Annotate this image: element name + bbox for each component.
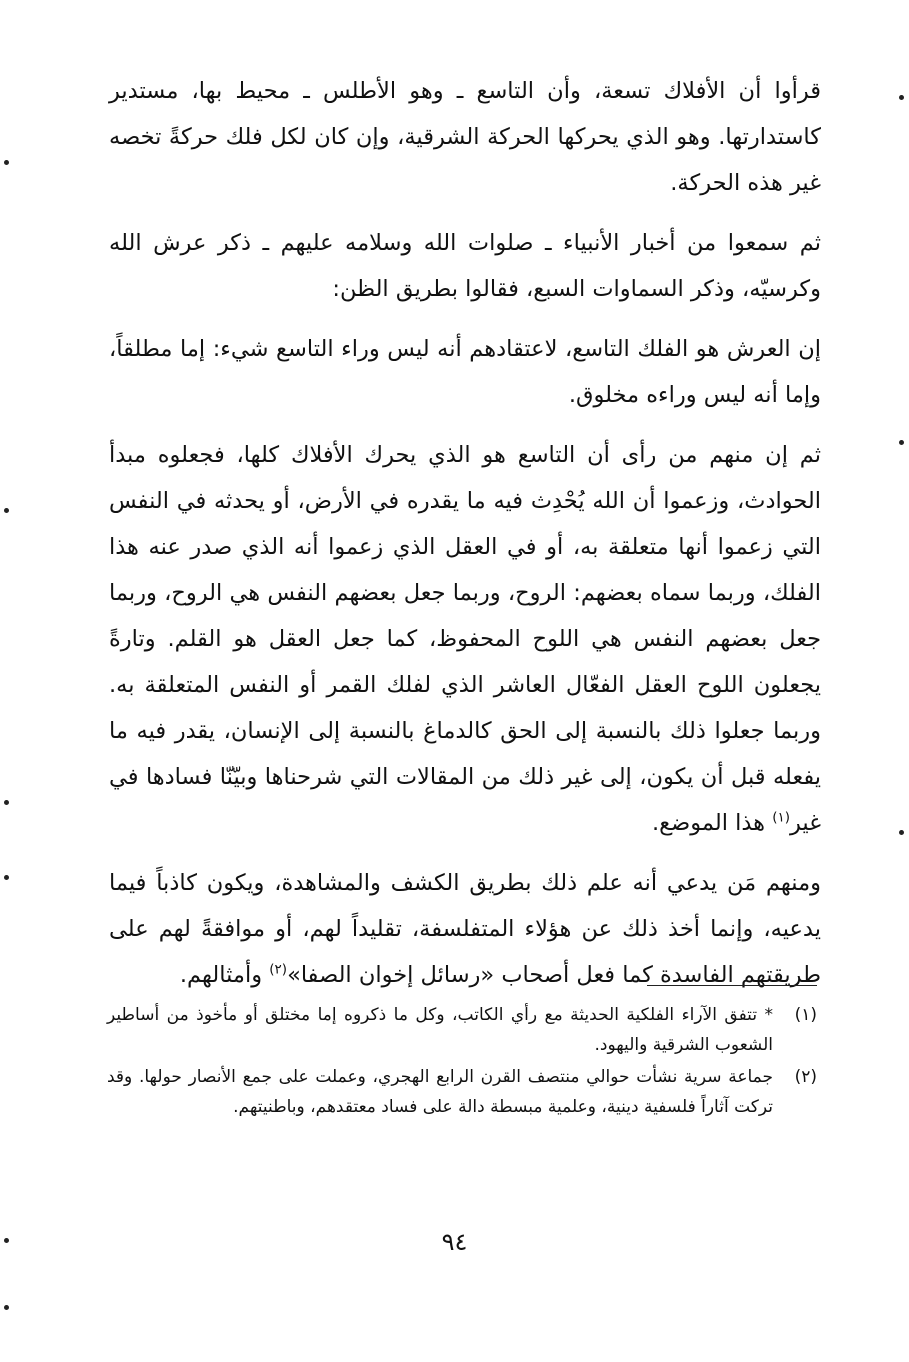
margin-speck	[4, 800, 9, 805]
footnote-ref-2[interactable]: (٢)	[269, 961, 288, 978]
footnote-number: (٢)	[794, 1067, 817, 1087]
paragraph-3	[109, 326, 821, 418]
margin-speck	[4, 160, 9, 165]
margin-speck	[899, 830, 904, 835]
margin-speck	[4, 875, 9, 880]
paragraph-5-tail: وأمثالهم.	[179, 962, 270, 988]
paragraph-1	[109, 68, 821, 206]
margin-speck	[4, 1305, 9, 1310]
paragraph-2-text: ثم سمعوا من أخبار الأنبياء ـ صلوات الله وسلامه عليهم ـ ذكر عرش الله وكرسيّه، وذكر السماوات السبع، فقالوا بطريق الظن:	[109, 230, 821, 302]
page-number: ٩٤	[441, 1228, 468, 1256]
paragraph-2	[109, 220, 821, 312]
margin-speck	[4, 1238, 9, 1243]
margin-speck	[899, 440, 904, 445]
footnote-item	[107, 1000, 817, 1060]
margin-speck	[899, 95, 904, 100]
margin-speck	[4, 508, 9, 513]
paragraph-5-text: ومنهم مَن يدعي أنه علم ذلك بطريق الكشف والمشاهدة، ويكون كاذباً فيما يدعيه، وإنما أخذ ذلك عن هؤلاء المتفلسفة، تقليداً لهم، أو موافقةً لهم على طريقتهم الفاسدة كما فعل أصحاب «رسائل إخوان الصفا»	[109, 870, 821, 988]
footnote-item	[107, 1062, 817, 1122]
paragraph-4-tail: هذا الموضع.	[651, 810, 773, 836]
paragraph-5	[109, 860, 821, 998]
main-text	[109, 68, 821, 1012]
paragraph-4-text: ثم إن منهم من رأى أن التاسع هو الذي يحرك الأفلاك كلها، فجعلوه مبدأ الحوادث، وزعموا أن الله يُحْدِث فيه ما يقدره في الأرض، أو يحدثه في النفس التي زعموا أنها متعلقة به، أو في العقل الذي زعموا أنه الذي صدر عنه هذا الفلك، وربما سماه بعضهم: الروح، وربما جعل بعضهم النفس هي الروح، وربما جعل بعضهم النفس هي اللوح المحفوظ، كما جعل العقل هو القلم. وتارةً يجعلون اللوح العقل الفعّال العاشر الذي لفلك القمر أو النفس المتعلقة به. وربما جعلوا ذلك بالنسبة إلى الحق كالدماغ بالنسبة إلى الإنسان، يقدر فيه ما يفعله قبل أن يكون، إلى غير ذلك من المقالات التي شرحناها وبيّنّا فسادها في غير	[109, 442, 821, 836]
footnote-separator	[647, 985, 817, 986]
paragraph-3-text: إن العرش هو الفلك التاسع، لاعتقادهم أنه ليس وراء التاسع شيء: إما مطلقاً، وإما أنه ليس وراءه مخلوق.	[109, 336, 821, 408]
footnote-ref-1[interactable]: (١)	[772, 809, 791, 826]
footnote-text: * تتفق الآراء الفلكية الحديثة مع رأي الكاتب، وكل ما ذكروه إما مختلق أو مأخوذ من أساطير الشعوب الشرقية واليهود.	[107, 1005, 773, 1055]
footnote-number: (١)	[794, 1005, 817, 1025]
paragraph-1-text: قرأوا أن الأفلاك تسعة، وأن التاسع ـ وهو الأطلس ـ محيط بها، مستدير كاستدارتها. وهو الذي يحركها الحركة الشرقية، وإن كان لكل فلك حركةً تخصه غير هذه الحركة.	[109, 78, 821, 196]
footnotes	[107, 1000, 817, 1124]
footnote-text: جماعة سرية نشأت حوالي منتصف القرن الرابع الهجري، وعملت على جمع الأنصار حولها. وقد تركت آثاراً فلسفية دينية، وعلمية مبسطة دالة على فساد معتقدهم، وباطنيتهم.	[107, 1067, 773, 1117]
paragraph-4	[109, 432, 821, 846]
